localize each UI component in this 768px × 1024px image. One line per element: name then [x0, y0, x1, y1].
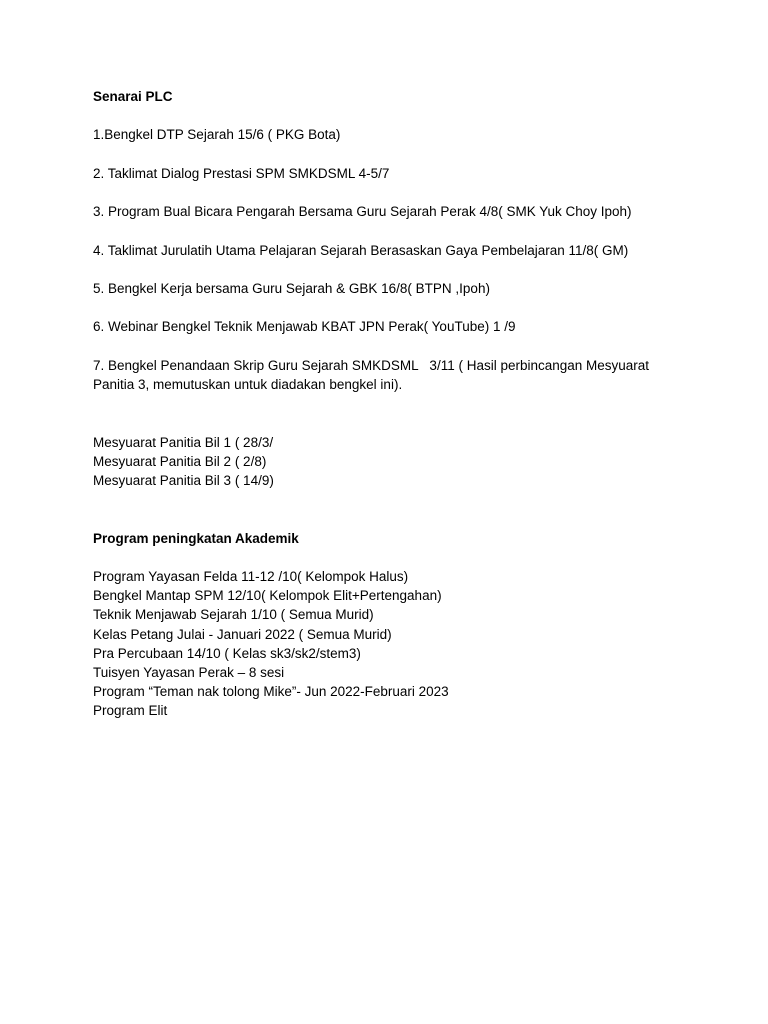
plc-item-5: 5. Bengkel Kerja bersama Guru Sejarah & GBK 16/8( BTPN ,Ipoh) — [93, 280, 490, 296]
academic-item-5: Pra Percubaan 14/10 ( Kelas sk3/sk2/stem3) — [93, 645, 361, 661]
academic-heading: Program peningkatan Akademik — [93, 530, 299, 546]
academic-item-6: Tuisyen Yayasan Perak – 8 sesi — [93, 664, 285, 680]
academic-item-1: Program Yayasan Felda 11-12 /10( Kelompok Halus) — [93, 568, 409, 584]
academic-item-3: Teknik Menjawab Sejarah 1/10 ( Semua Murid) — [93, 607, 374, 623]
meeting-item-2: Mesyuarat Panitia Bil 2 ( 2/8) — [93, 453, 267, 469]
plc-item-4: 4. Taklimat Jurulatih Utama Pelajaran Sejarah Berasaskan Gaya Pembelajaran 11/8( GM) — [93, 242, 629, 258]
plc-item-3: 3. Program Bual Bicara Pengarah Bersama Guru Sejarah Perak 4/8( SMK Yuk Choy Ipoh) — [93, 204, 632, 220]
plc-item-1: 1.Bengkel DTP Sejarah 15/6 ( PKG Bota) — [93, 127, 341, 143]
meeting-item-1: Mesyuarat Panitia Bil 1 ( 28/3/ — [93, 434, 274, 450]
plc-item-2: 2. Taklimat Dialog Prestasi SPM SMKDSML 4-5/7 — [93, 165, 390, 181]
document-page — [93, 87, 693, 721]
academic-item-7: Program “Teman nak tolong Mike”- Jun 2022-Februari 2023 — [93, 684, 449, 700]
academic-item-2: Bengkel Mantap SPM 12/10( Kelompok Elit+Pertengahan) — [93, 588, 442, 604]
meeting-item-3: Mesyuarat Panitia Bil 3 ( 14/9) — [93, 472, 274, 488]
plc-heading: Senarai PLC — [93, 89, 173, 104]
academic-item-4: Kelas Petang Julai - Januari 2022 ( Semua Murid) — [93, 626, 392, 642]
plc-item-7: 7. Bengkel Penandaan Skrip Guru Sejarah SMKDSML 3/11 ( Hasil perbincangan Mesyuarat Panitia 3, memutuskan untuk diadakan bengkel ini). — [93, 357, 653, 392]
plc-item-6: 6. Webinar Bengkel Teknik Menjawab KBAT JPN Perak( YouTube) 1 /9 — [93, 319, 516, 335]
academic-item-8: Program Elit — [93, 703, 168, 719]
